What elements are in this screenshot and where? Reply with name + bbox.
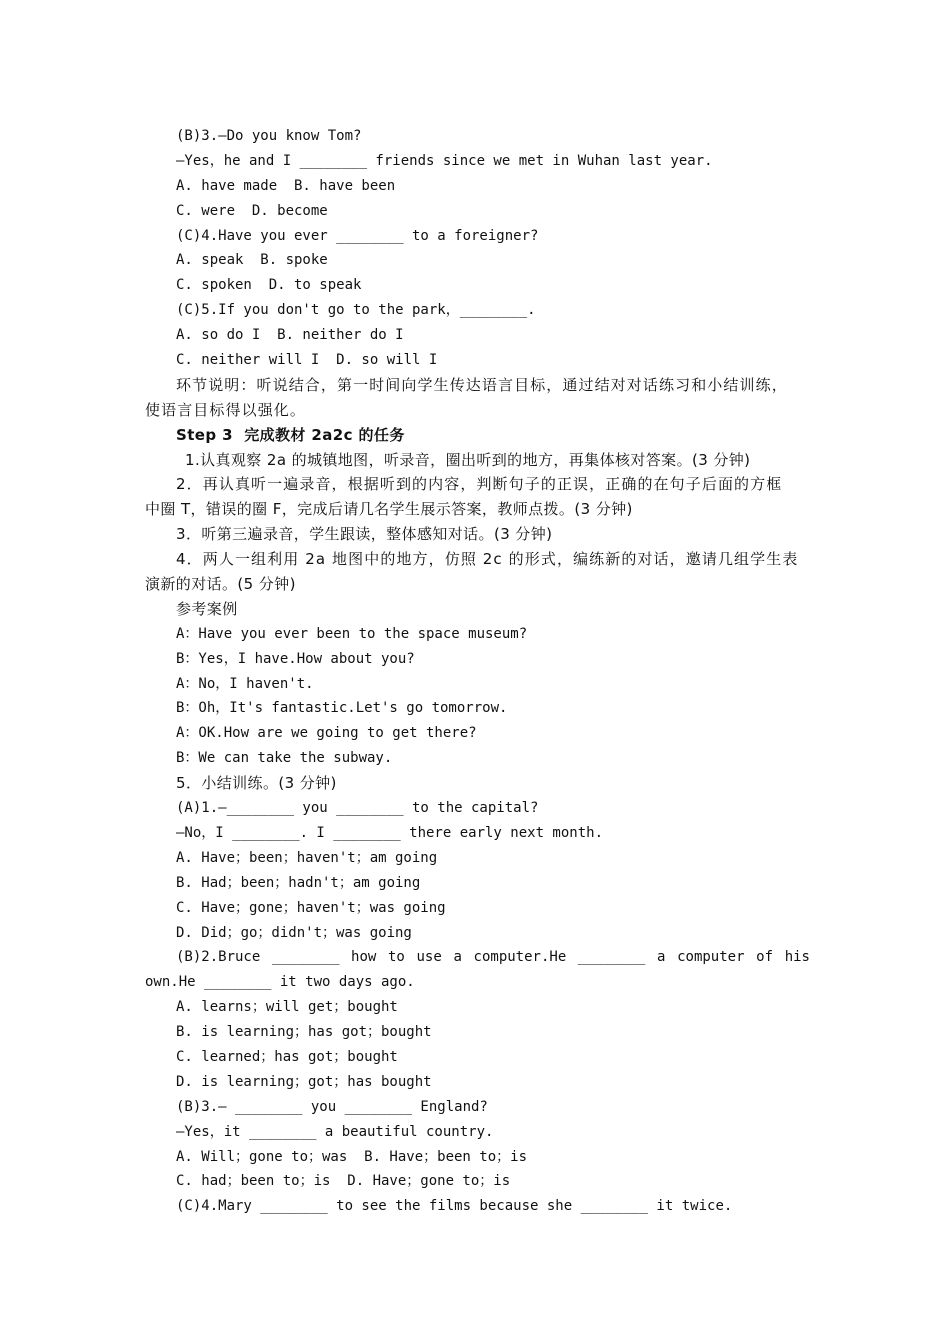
text-line: 4．两人一组利用 2a 地图中的地方，仿照 2c 的形式，编练新的对话，邀请几组学生表 [176, 550, 799, 569]
option-line: A. Have；been；haven't；am going [176, 849, 438, 866]
question-line: own.He ________ it two days ago. [145, 974, 415, 991]
text-line: 参考案例 [176, 599, 238, 618]
option-line: A. Will；gone to；was B. Have；been to；is [176, 1148, 528, 1165]
text-line: 演新的对话。(5 分钟) [145, 575, 296, 594]
text-line: 1.认真观察 2a 的城镇地图，听录音，圈出听到的地方，再集体核对答案。(3 分钟) [185, 450, 751, 469]
text-line: 中圈 T，错误的圈 F，完成后请几名学生展示答案，教师点拨。(3 分钟) [145, 500, 633, 519]
text-line: 使语言目标得以强化。 [145, 400, 307, 419]
text-line: (C)4.Have you ever ________ to a foreigner? [176, 227, 539, 244]
text-line: (B)3.—Do you know Tom? [176, 128, 362, 144]
text-line: 2．再认真听一遍录音，根据听到的内容，判断句子的正误，正确的在句子后面的方框 [176, 475, 783, 494]
option-line: D. Did；go；didn't；was going [176, 924, 412, 941]
question-line: —No，I ________. I ________ there early next month. [176, 824, 604, 841]
text-line: A. speak B. spoke [176, 252, 328, 269]
option-line: B. Had；been；hadn't；am going [176, 874, 421, 891]
option-line: C. learned；has got；bought [176, 1048, 398, 1065]
dialogue-line: B：We can take the subway. [176, 750, 393, 767]
question-line: (B)2.Bruce ________ how to use a computer.He ________ a computer of his [176, 949, 810, 966]
option-line: B. is learning；has got；bought [176, 1024, 432, 1041]
text-line: —Yes，he and I ________ friends since we met in Wuhan last year. [176, 152, 713, 169]
dialogue-line: B：Oh，It's fantastic.Let's go tomorrow. [176, 700, 508, 717]
text-line: A. have made B. have been [176, 177, 396, 194]
text-line: A. so do I B. neither do I [176, 327, 404, 344]
dialogue-line: B：Yes，I have.How about you? [176, 650, 415, 667]
option-line: C. had；been to；is D. Have；gone to；is [176, 1173, 511, 1190]
option-line: C. Have；gone；haven't；was going [176, 899, 446, 916]
text-line: 5．小结训练。(3 分钟) [176, 774, 337, 793]
question-line: (A)1.—________ you ________ to the capital? [176, 800, 539, 817]
section-heading: Step 3 完成教材 2a2c 的任务 [176, 425, 405, 444]
text-line: 环节说明：听说结合，第一时间向学生传达语言目标，通过结对对话练习和小结训练， [176, 375, 788, 394]
dialogue-line: A：Have you ever been to the space museum? [176, 625, 528, 642]
dialogue-line: A：OK.How are we going to get there? [176, 725, 477, 742]
question-line: (C)4.Mary ________ to see the films because she ________ it twice. [176, 1198, 733, 1215]
option-line: D. is learning；got；has bought [176, 1073, 432, 1090]
text-line: C. were D. become [176, 202, 328, 219]
text-line: C. spoken D. to speak [176, 277, 362, 294]
document-body [145, 124, 810, 1219]
question-line: —Yes，it ________ a beautiful country. [176, 1123, 494, 1140]
dialogue-line: A：No，I haven't. [176, 675, 314, 692]
text-line: (C)5.If you don't go to the park，________. [176, 302, 536, 319]
option-line: A. learns；will get；bought [176, 999, 398, 1016]
question-line: (B)3.— ________ you ________ England? [176, 1098, 488, 1115]
text-line: C. neither will I D. so will I [176, 352, 438, 369]
text-line: 3．听第三遍录音，学生跟读，整体感知对话。(3 分钟) [176, 525, 553, 544]
